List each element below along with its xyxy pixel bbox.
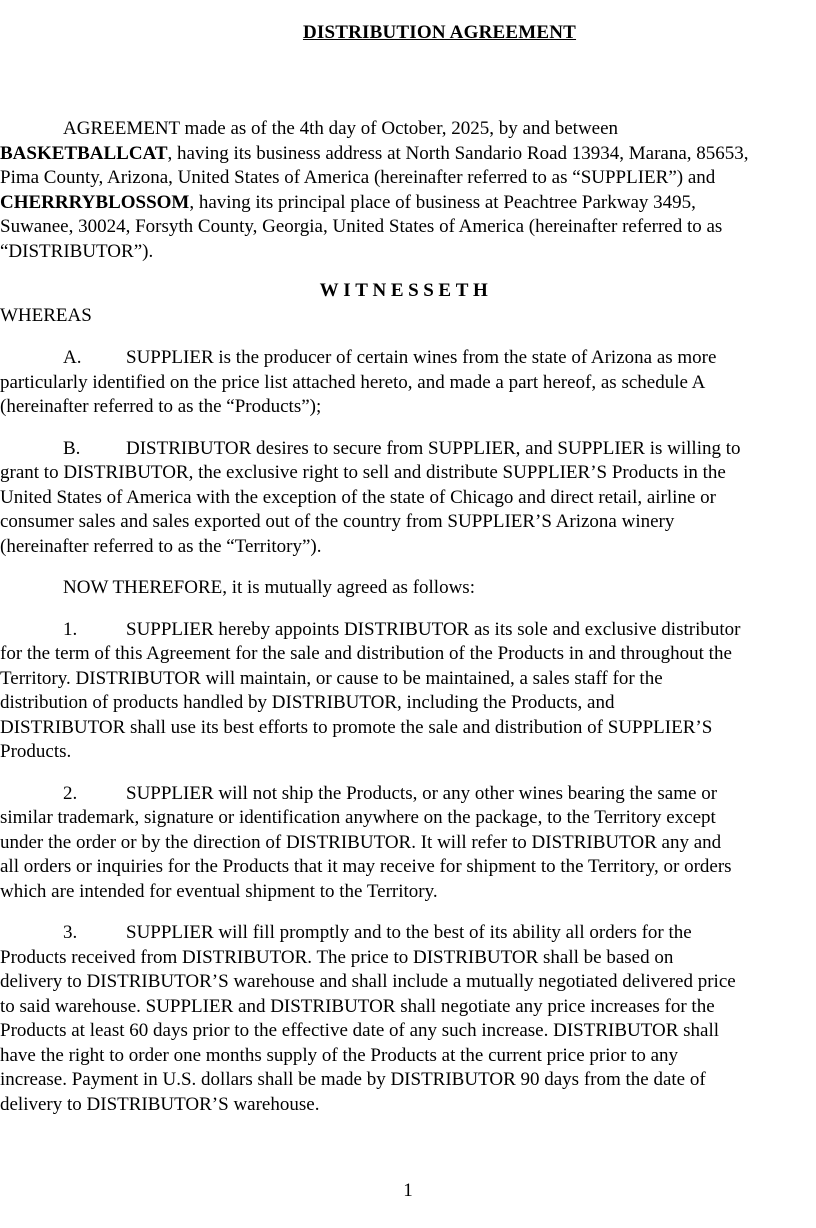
supplier-name: BASKETBALLCAT (0, 142, 168, 164)
recital-a-line-1 (0, 346, 812, 371)
intro-line-4-rest: , having its principal place of business at Peachtree Parkway 3495, (189, 191, 696, 213)
clause-2-line-2: similar trademark, signature or identification anywhere on the package, to the Territory except (0, 807, 716, 828)
clause-3-line-1 (0, 921, 812, 946)
recital-b-line-4: consumer sales and sales exported out of the country from SUPPLIER’S Arizona winery (0, 511, 675, 532)
spacer (0, 420, 812, 437)
recital-b (0, 437, 812, 560)
recital-a (0, 346, 812, 420)
clause-1-line-2: for the term of this Agreement for the sale and distribution of the Products in and throughout the (0, 643, 732, 664)
clause-1-line-3: Territory. DISTRIBUTOR will maintain, or cause to be maintained, a sales staff for the (0, 667, 663, 689)
recital-b-label: B. (63, 437, 81, 459)
recital-b-line-5: (hereinafter referred to as the “Territory”). (0, 535, 322, 557)
clause-2-line-4: all orders or inquiries for the Products that it may receive for shipment to the Territory, or orders (0, 856, 732, 877)
clause-1-line-1 (0, 618, 812, 643)
intro-line-2-rest: , having its business address at North Sandario Road 13934, Marana, 85653, (167, 142, 749, 164)
spacer (0, 904, 812, 921)
clause-3-line-6: have the right to order one months supply of the Products at the current price prior to any (0, 1044, 679, 1066)
spacer (0, 765, 812, 782)
recital-a-text: SUPPLIER is the producer of certain wines from the state of Arizona as more (126, 347, 717, 368)
recital-b-line-1 (0, 437, 812, 462)
spacer (0, 601, 812, 618)
recital-a-label: A. (63, 347, 82, 368)
intro-line-3: Pima County, Arizona, United States of America (hereinafter referred to as “SUPPLIER”) and (0, 167, 716, 188)
clause-3-line-8: delivery to DISTRIBUTOR’S warehouse. (0, 1093, 320, 1115)
page-number: 1 (403, 1180, 413, 1201)
clause-3 (0, 921, 812, 1117)
clause-2 (0, 782, 812, 905)
recital-a-line-2: particularly identified on the price list attached hereto, and made a part hereof, as schedule A (0, 371, 706, 393)
clause-1-label: 1. (63, 618, 78, 640)
intro-paragraph (0, 117, 812, 264)
distributor-name: CHERRRYBLOSSOM (0, 191, 190, 213)
clause-1-line-5: DISTRIBUTOR shall use its best efforts to promote the sale and distribution of SUPPLIER’S (0, 716, 713, 738)
witnesseth-heading: WITNESSETH (319, 280, 493, 301)
clause-2-label: 2. (63, 782, 78, 804)
recital-b-line-3: United States of America with the exception of the state of Chicago and direct retail, airline or (0, 486, 716, 508)
clause-1-line-6: Products. (0, 741, 72, 762)
clause-3-label: 3. (63, 922, 78, 943)
clause-1-text: SUPPLIER hereby appoints DISTRIBUTOR as its sole and exclusive distributor (126, 618, 741, 640)
recital-a-line-3: (hereinafter referred to as the “Products”); (0, 396, 322, 417)
intro-line-4 (0, 191, 812, 216)
clause-2-line-1 (0, 782, 812, 807)
clause-3-line-7: increase. Payment in U.S. dollars shall be made by DISTRIBUTOR 90 days from the date of (0, 1069, 706, 1090)
intro-line-1: AGREEMENT made as of the 4th day of October, 2025, by and between (63, 118, 619, 139)
intro-line-2 (0, 142, 812, 167)
clause-2-text: SUPPLIER will not ship the Products, or any other wines bearing the same or (126, 782, 718, 804)
clause-3-line-2: Products received from DISTRIBUTOR. The price to DISTRIBUTOR shall be based on (0, 946, 674, 968)
document-body (0, 117, 812, 1117)
spacer (0, 264, 812, 279)
whereas-label: WHEREAS (0, 304, 92, 326)
clause-3-text: SUPPLIER will fill promptly and to the best of its ability all orders for the (126, 922, 692, 943)
recital-b-line-2: grant to DISTRIBUTOR, the exclusive right to sell and distribute SUPPLIER’S Products in the (0, 462, 726, 483)
clause-3-line-5: Products at least 60 days prior to the effective date of any such increase. DISTRIBUTOR shall (0, 1020, 720, 1041)
document-title: DISTRIBUTION AGREEMENT (302, 22, 577, 43)
intro-line-6: “DISTRIBUTOR”). (0, 240, 154, 262)
clause-2-line-5: which are intended for eventual shipment to the Territory. (0, 880, 438, 902)
clause-3-line-3: delivery to DISTRIBUTOR’S warehouse and shall include a mutually negotiated delivered price (0, 971, 736, 992)
clause-1-line-4: distribution of products handled by DISTRIBUTOR, including the Products, and (0, 692, 615, 713)
spacer (0, 328, 812, 346)
clause-1 (0, 618, 812, 765)
intro-line-5: Suwanee, 30024, Forsyth County, Georgia, United States of America (hereinafter referred to as (0, 216, 723, 237)
recital-b-text: DISTRIBUTOR desires to secure from SUPPLIER, and SUPPLIER is willing to (126, 437, 741, 459)
now-therefore-line: NOW THEREFORE, it is mutually agreed as follows: (63, 577, 475, 598)
clause-2-line-3: under the order or by the direction of DISTRIBUTOR. It will refer to DISTRIBUTOR any and (0, 831, 722, 853)
clause-3-line-4: to said warehouse. SUPPLIER and DISTRIBUTOR shall negotiate any price increases for the (0, 995, 715, 1017)
spacer (0, 559, 812, 576)
